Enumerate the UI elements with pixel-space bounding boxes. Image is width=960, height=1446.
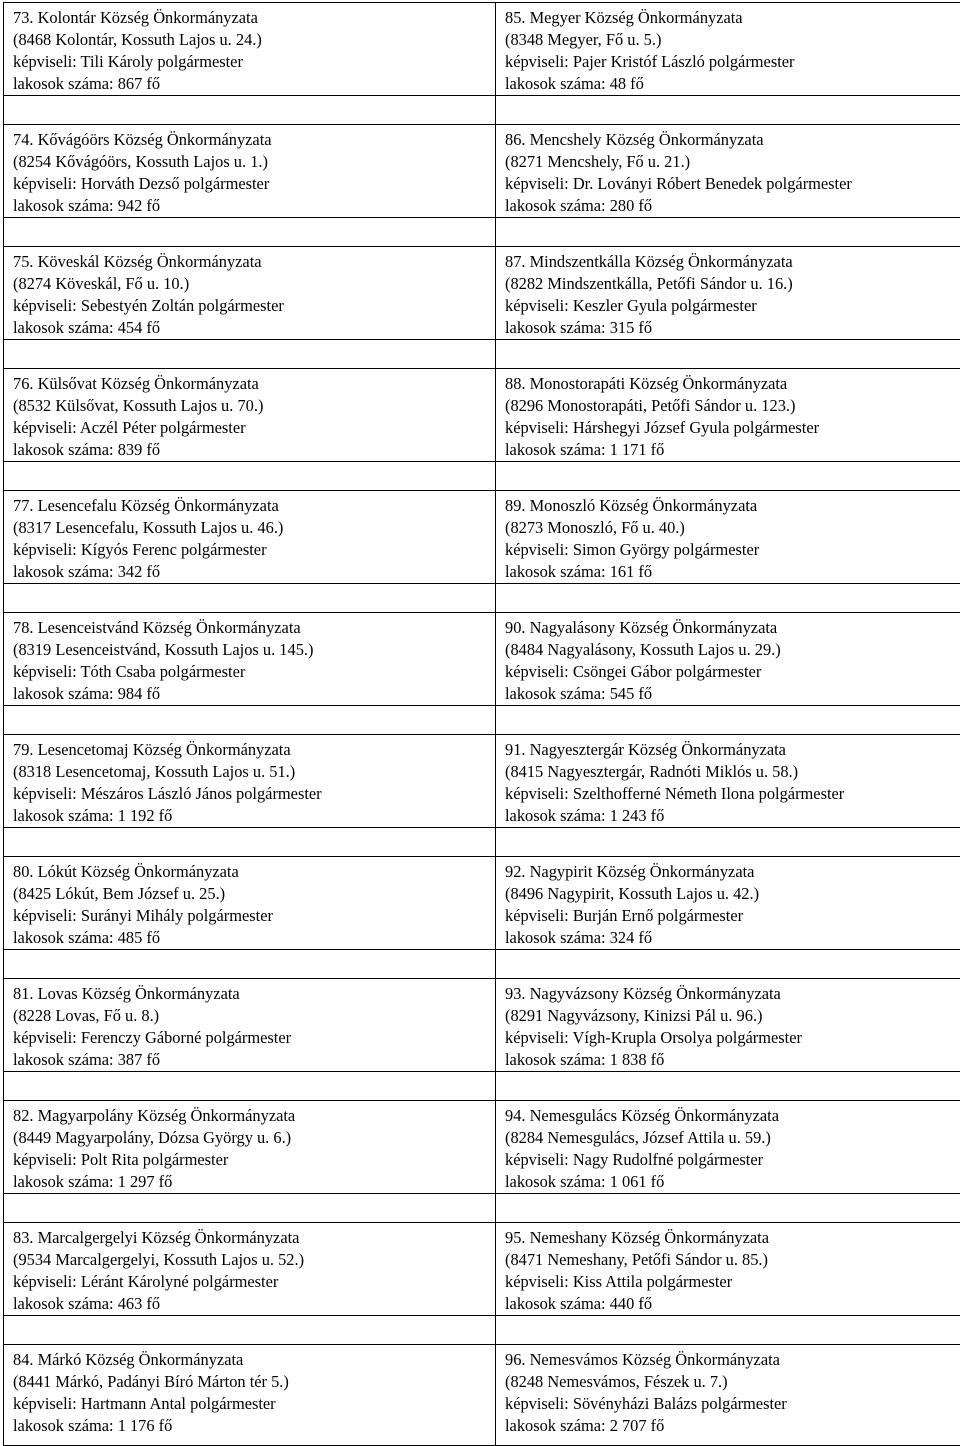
municipality-entry-left [4, 1345, 496, 1446]
spacer-cell [496, 340, 960, 369]
table-row [4, 1223, 960, 1316]
table-row [4, 613, 960, 706]
entry-representative: képviseli: Hárshegyi József Gyula polgármester [505, 417, 960, 439]
municipality-entry-right [496, 857, 960, 950]
entry-address: (8254 Kővágóörs, Kossuth Lajos u. 1.) [13, 151, 487, 173]
municipality-entry-right [496, 491, 960, 584]
spacer-cell [496, 462, 960, 491]
spacer-row [4, 1316, 960, 1345]
spacer-row [4, 828, 960, 857]
spacer-cell [4, 1194, 496, 1223]
spacer-cell [496, 1072, 960, 1101]
entry-title: 82. Magyarpolány Község Önkormányzata [13, 1105, 487, 1127]
entry-population: lakosok száma: 387 fő [13, 1049, 487, 1071]
entry-address: (8282 Mindszentkálla, Petőfi Sándor u. 16.) [505, 273, 960, 295]
entry-title: 92. Nagypirit Község Önkormányzata [505, 861, 960, 883]
entry-representative: képviseli: Tili Károly polgármester [13, 51, 487, 73]
spacer-row [4, 96, 960, 125]
entry-population: lakosok száma: 342 fő [13, 561, 487, 583]
table-row [4, 369, 960, 462]
entry-title: 93. Nagyvázsony Község Önkormányzata [505, 983, 960, 1005]
municipality-entry-left [4, 979, 496, 1072]
entry-population: lakosok száma: 1 176 fő [13, 1415, 487, 1437]
spacer-cell [4, 1072, 496, 1101]
spacer-cell [4, 462, 496, 491]
entry-representative: képviseli: Burján Ernő polgármester [505, 905, 960, 927]
entry-representative: képviseli: Pajer Kristóf László polgármester [505, 51, 960, 73]
entry-representative: képviseli: Vígh-Krupla Orsolya polgármester [505, 1027, 960, 1049]
spacer-row [4, 584, 960, 613]
municipality-entry-right [496, 979, 960, 1072]
entry-representative: képviseli: Kígyós Ferenc polgármester [13, 539, 487, 561]
municipality-entry-left [4, 1223, 496, 1316]
entry-population: lakosok száma: 984 fő [13, 683, 487, 705]
entry-representative: képviseli: Keszler Gyula polgármester [505, 295, 960, 317]
municipality-entry-left [4, 3, 496, 96]
municipality-entry-left [4, 125, 496, 218]
spacer-row [4, 950, 960, 979]
entry-address: (8441 Márkó, Padányi Bíró Márton tér 5.) [13, 1371, 487, 1393]
entry-address: (8271 Mencshely, Fő u. 21.) [505, 151, 960, 173]
entry-title: 96. Nemesvámos Község Önkormányzata [505, 1349, 960, 1371]
entry-population: lakosok száma: 942 fő [13, 195, 487, 217]
spacer-row [4, 1194, 960, 1223]
entry-address: (8317 Lesencefalu, Kossuth Lajos u. 46.) [13, 517, 487, 539]
entry-population: lakosok száma: 545 fő [505, 683, 960, 705]
entry-title: 84. Márkó Község Önkormányzata [13, 1349, 487, 1371]
spacer-cell [496, 706, 960, 735]
entry-representative: képviseli: Dr. Loványi Róbert Benedek polgármester [505, 173, 960, 195]
table-row [4, 125, 960, 218]
municipality-table [3, 2, 960, 1446]
entry-address: (8319 Lesenceistvánd, Kossuth Lajos u. 145.) [13, 639, 487, 661]
entry-address: (8484 Nagyalásony, Kossuth Lajos u. 29.) [505, 639, 960, 661]
entry-representative: képviseli: Sövényházi Balázs polgármester [505, 1393, 960, 1415]
entry-representative: képviseli: Csöngei Gábor polgármester [505, 661, 960, 683]
entry-address: (8348 Megyer, Fő u. 5.) [505, 29, 960, 51]
municipality-entry-right [496, 3, 960, 96]
entry-title: 87. Mindszentkálla Község Önkormányzata [505, 251, 960, 273]
entry-title: 83. Marcalgergelyi Község Önkormányzata [13, 1227, 487, 1249]
entry-address: (8248 Nemesvámos, Fészek u. 7.) [505, 1371, 960, 1393]
table-row [4, 1101, 960, 1194]
municipality-entry-left [4, 369, 496, 462]
entry-address: (8496 Nagypirit, Kossuth Lajos u. 42.) [505, 883, 960, 905]
entry-representative: képviseli: Aczél Péter polgármester [13, 417, 487, 439]
entry-title: 75. Köveskál Község Önkormányzata [13, 251, 487, 273]
municipality-table-body [4, 3, 960, 1446]
table-row [4, 491, 960, 584]
entry-title: 77. Lesencefalu Község Önkormányzata [13, 495, 487, 517]
municipality-entry-left [4, 491, 496, 584]
table-row [4, 247, 960, 340]
entry-population: lakosok száma: 454 fő [13, 317, 487, 339]
entry-population: lakosok száma: 1 171 fő [505, 439, 960, 461]
entry-address: (9534 Marcalgergelyi, Kossuth Lajos u. 52.) [13, 1249, 487, 1271]
municipality-entry-right [496, 613, 960, 706]
spacer-cell [496, 950, 960, 979]
spacer-cell [4, 218, 496, 247]
entry-title: 81. Lovas Község Önkormányzata [13, 983, 487, 1005]
municipality-entry-right [496, 735, 960, 828]
municipality-entry-right [496, 1223, 960, 1316]
entry-population: lakosok száma: 1 192 fő [13, 805, 487, 827]
entry-title: 88. Monostorapáti Község Önkormányzata [505, 373, 960, 395]
spacer-cell [4, 828, 496, 857]
municipality-entry-right [496, 125, 960, 218]
entry-representative: képviseli: Simon György polgármester [505, 539, 960, 561]
entry-population: lakosok száma: 867 fő [13, 73, 487, 95]
entry-representative: képviseli: Horváth Dezső polgármester [13, 173, 487, 195]
entry-representative: képviseli: Mészáros László János polgármester [13, 783, 487, 805]
municipality-entry-right [496, 247, 960, 340]
municipality-entry-left [4, 613, 496, 706]
spacer-cell [4, 340, 496, 369]
entry-title: 80. Lókút Község Önkormányzata [13, 861, 487, 883]
entry-title: 91. Nagyesztergár Község Önkormányzata [505, 739, 960, 761]
entry-population: lakosok száma: 161 fő [505, 561, 960, 583]
document-page [3, 2, 957, 1396]
municipality-entry-right [496, 369, 960, 462]
municipality-entry-left [4, 1101, 496, 1194]
spacer-cell [4, 584, 496, 613]
entry-address: (8471 Nemeshany, Petőfi Sándor u. 85.) [505, 1249, 960, 1271]
spacer-cell [4, 706, 496, 735]
entry-population: lakosok száma: 1 243 fő [505, 805, 960, 827]
entry-population: lakosok száma: 280 fő [505, 195, 960, 217]
spacer-row [4, 706, 960, 735]
entry-title: 73. Kolontár Község Önkormányzata [13, 7, 487, 29]
entry-representative: képviseli: Surányi Mihály polgármester [13, 905, 487, 927]
entry-title: 74. Kővágóörs Község Önkormányzata [13, 129, 487, 151]
table-row [4, 857, 960, 950]
spacer-cell [4, 1316, 496, 1345]
municipality-entry-left [4, 857, 496, 950]
spacer-row [4, 218, 960, 247]
spacer-cell [496, 584, 960, 613]
spacer-cell [496, 1194, 960, 1223]
municipality-entry-right [496, 1101, 960, 1194]
entry-title: 85. Megyer Község Önkormányzata [505, 7, 960, 29]
entry-representative: képviseli: Hartmann Antal polgármester [13, 1393, 487, 1415]
entry-title: 78. Lesenceistvánd Község Önkormányzata [13, 617, 487, 639]
entry-address: (8284 Nemesgulács, József Attila u. 59.) [505, 1127, 960, 1149]
spacer-cell [4, 950, 496, 979]
entry-population: lakosok száma: 1 297 fő [13, 1171, 487, 1193]
entry-representative: képviseli: Tóth Csaba polgármester [13, 661, 487, 683]
entry-address: (8274 Köveskál, Fő u. 10.) [13, 273, 487, 295]
spacer-cell [496, 1316, 960, 1345]
entry-title: 86. Mencshely Község Önkormányzata [505, 129, 960, 151]
entry-address: (8296 Monostorapáti, Petőfi Sándor u. 123.) [505, 395, 960, 417]
entry-population: lakosok száma: 48 fő [505, 73, 960, 95]
entry-title: 95. Nemeshany Község Önkormányzata [505, 1227, 960, 1249]
entry-title: 76. Külsővat Község Önkormányzata [13, 373, 487, 395]
municipality-entry-left [4, 735, 496, 828]
entry-address: (8415 Nagyesztergár, Radnóti Miklós u. 58.) [505, 761, 960, 783]
entry-address: (8425 Lókút, Bem József u. 25.) [13, 883, 487, 905]
entry-title: 94. Nemesgulács Község Önkormányzata [505, 1105, 960, 1127]
municipality-entry-left [4, 247, 496, 340]
table-row [4, 1345, 960, 1446]
entry-representative: képviseli: Szelthofferné Németh Ilona polgármester [505, 783, 960, 805]
entry-address: (8228 Lovas, Fő u. 8.) [13, 1005, 487, 1027]
spacer-row [4, 340, 960, 369]
entry-address: (8468 Kolontár, Kossuth Lajos u. 24.) [13, 29, 487, 51]
spacer-cell [4, 96, 496, 125]
entry-population: lakosok száma: 2 707 fő [505, 1415, 960, 1437]
entry-representative: képviseli: Léránt Károlyné polgármester [13, 1271, 487, 1293]
table-row [4, 979, 960, 1072]
entry-population: lakosok száma: 315 fő [505, 317, 960, 339]
entry-population: lakosok száma: 839 fő [13, 439, 487, 461]
entry-representative: képviseli: Ferenczy Gáborné polgármester [13, 1027, 487, 1049]
entry-population: lakosok száma: 324 fő [505, 927, 960, 949]
entry-address: (8532 Külsővat, Kossuth Lajos u. 70.) [13, 395, 487, 417]
entry-representative: képviseli: Sebestyén Zoltán polgármester [13, 295, 487, 317]
entry-representative: képviseli: Nagy Rudolfné polgármester [505, 1149, 960, 1171]
spacer-cell [496, 828, 960, 857]
entry-title: 90. Nagyalásony Község Önkormányzata [505, 617, 960, 639]
spacer-row [4, 462, 960, 491]
table-row [4, 735, 960, 828]
entry-address: (8449 Magyarpolány, Dózsa György u. 6.) [13, 1127, 487, 1149]
entry-address: (8318 Lesencetomaj, Kossuth Lajos u. 51.) [13, 761, 487, 783]
table-row [4, 3, 960, 96]
entry-population: lakosok száma: 485 fő [13, 927, 487, 949]
municipality-entry-right [496, 1345, 960, 1446]
entry-title: 79. Lesencetomaj Község Önkormányzata [13, 739, 487, 761]
entry-population: lakosok száma: 1 061 fő [505, 1171, 960, 1193]
entry-population: lakosok száma: 1 838 fő [505, 1049, 960, 1071]
entry-address: (8291 Nagyvázsony, Kinizsi Pál u. 96.) [505, 1005, 960, 1027]
entry-representative: képviseli: Polt Rita polgármester [13, 1149, 487, 1171]
spacer-cell [496, 218, 960, 247]
entry-title: 89. Monoszló Község Önkormányzata [505, 495, 960, 517]
entry-address: (8273 Monoszló, Fő u. 40.) [505, 517, 960, 539]
entry-representative: képviseli: Kiss Attila polgármester [505, 1271, 960, 1293]
spacer-cell [496, 96, 960, 125]
spacer-row [4, 1072, 960, 1101]
entry-population: lakosok száma: 440 fő [505, 1293, 960, 1315]
entry-population: lakosok száma: 463 fő [13, 1293, 487, 1315]
